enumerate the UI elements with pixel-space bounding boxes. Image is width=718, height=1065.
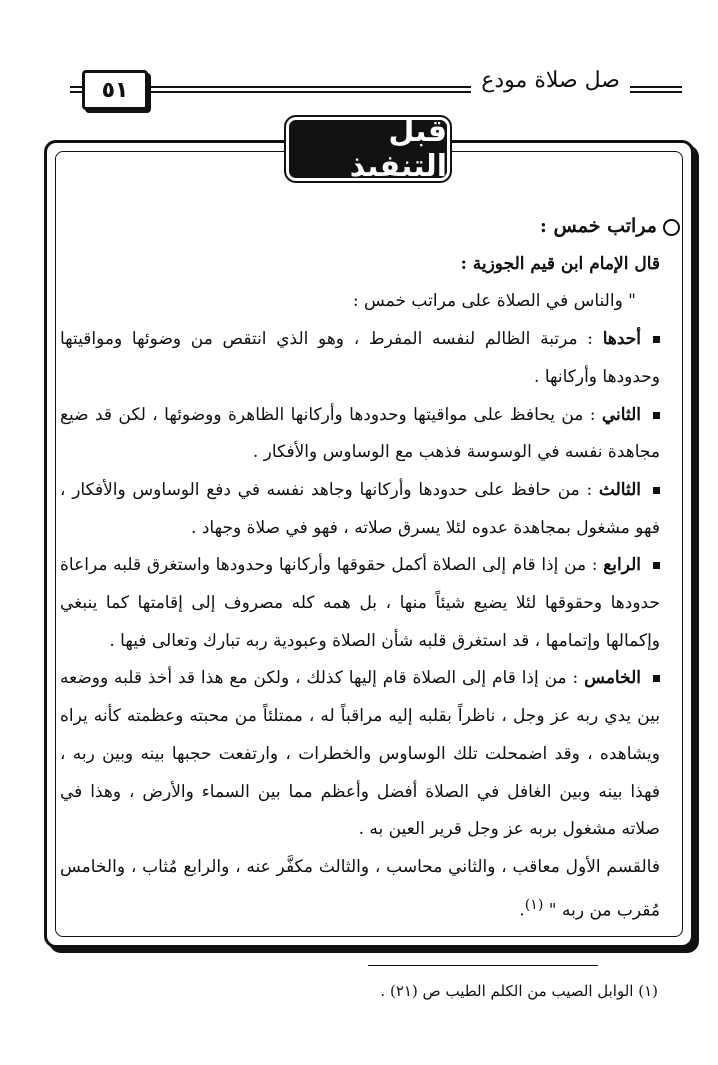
- main-content: [60, 208, 680, 930]
- section-heading: [60, 208, 680, 246]
- square-bullet-icon: [653, 336, 660, 343]
- rank-1-label: أحدها: [602, 329, 641, 350]
- rank-4-paragraph: [60, 547, 680, 660]
- section-heading-text: مراتب خمس :: [539, 215, 657, 237]
- rank-1-text: : مرتبة الظالم لنفسه المفرط ، وهو الذي انتقص من وضوئها ومواقيتها وحدودها وأركانها .: [60, 329, 660, 387]
- circle-bullet-icon: [663, 219, 680, 236]
- conclusion-paragraph: فالقسم الأول معاقب ، والثاني محاسب ، والثالث مكفَّر عنه ، والرابع مُثاب ، والخامس مُقرب من ربه " $^{(١)}$.: [60, 856, 660, 921]
- section-banner: قبل التنفيذ: [286, 117, 450, 181]
- square-bullet-icon: [653, 562, 660, 569]
- rank-3-text: : من حافظ على حدودها وأركانها وجاهد نفسه في دفع الوساوس والأفكار ، فهو مشغول بمجاهدة عدوه لئلا يسرق صلاته ، فهو في صلاة وجهاد .: [60, 479, 660, 538]
- rank-2-label: الثاني: [601, 404, 641, 425]
- conclusion-text: فالقسم الأول معاقب ، والثاني محاسب ، والثالث مكفَّر عنه ، والرابع مُثاب ، والخامس مُقرب من ربه ": [60, 856, 660, 921]
- rank-3-paragraph: [60, 472, 680, 547]
- rank-2-text: : من يحافظ على مواقيتها وحدودها وأركانها الظاهرة ووضوئها ، لكن قد ضيع مجاهدة نفسه في الوسوسة فذهب مع الوساوس والأفكار .: [60, 404, 660, 463]
- rank-3-label: الثالث: [598, 479, 642, 500]
- rank-4-label: الرابع: [603, 555, 642, 576]
- rank-2-paragraph: [60, 397, 680, 472]
- rank-1-paragraph: [60, 321, 680, 396]
- quote-opening: " والناس في الصلاة على مراتب خمس :: [352, 291, 636, 312]
- rank-5-text: : من إذا قام إلى الصلاة قام إليها كذلك ، ولكن مع هذا قد أخذ قلبه ووضعه بين يدي ربه عز وجل ، ناظراً بقلبه إليه مراقباً له ، ممتلئاً من محبته وعظمته كأنه يراه ويشاهده ، وقد اضمحلت تلك الوساوس والخطرات ، وارتفعت حجبها بينه وبين ربه ، فهذا بينه وبين الغافل في الصلاة أفضل وأعظم مما بين السماء والأرض ، وهذا في صلاته مشغول بربه عز وجل قرير العين به .: [60, 668, 660, 840]
- footnote: (١) الوابل الصيب من الكلم الطيب ص (٢١) .: [380, 982, 658, 1000]
- square-bullet-icon: [653, 412, 660, 419]
- footnote-reference[interactable]: (١): [524, 896, 544, 913]
- footnote-separator: [368, 965, 598, 966]
- intro-line: قال الإمام ابن قيم الجوزية :: [460, 253, 660, 274]
- page-number: ٥١: [82, 70, 148, 110]
- page-header: [70, 64, 682, 114]
- book-title: صل صلاة مودع: [471, 68, 630, 93]
- rank-5-paragraph: [60, 660, 680, 849]
- rank-4-text: : من إذا قام إلى الصلاة أكمل حقوقها وأركانها وحدودها واستغرق قلبه مراعاة حدودها وحقوقها لئلا يضيع شيئاً منها ، بل همه كله مصروف إلى إقامتها كما ينبغي وإكمالها وإتمامها ، قد استغرق قلبه شأن الصلاة وعبودية ربه تبارك وتعالى فيها .: [60, 555, 660, 651]
- square-bullet-icon: [653, 487, 660, 494]
- square-bullet-icon: [653, 675, 660, 682]
- rank-5-label: الخامس: [584, 668, 641, 689]
